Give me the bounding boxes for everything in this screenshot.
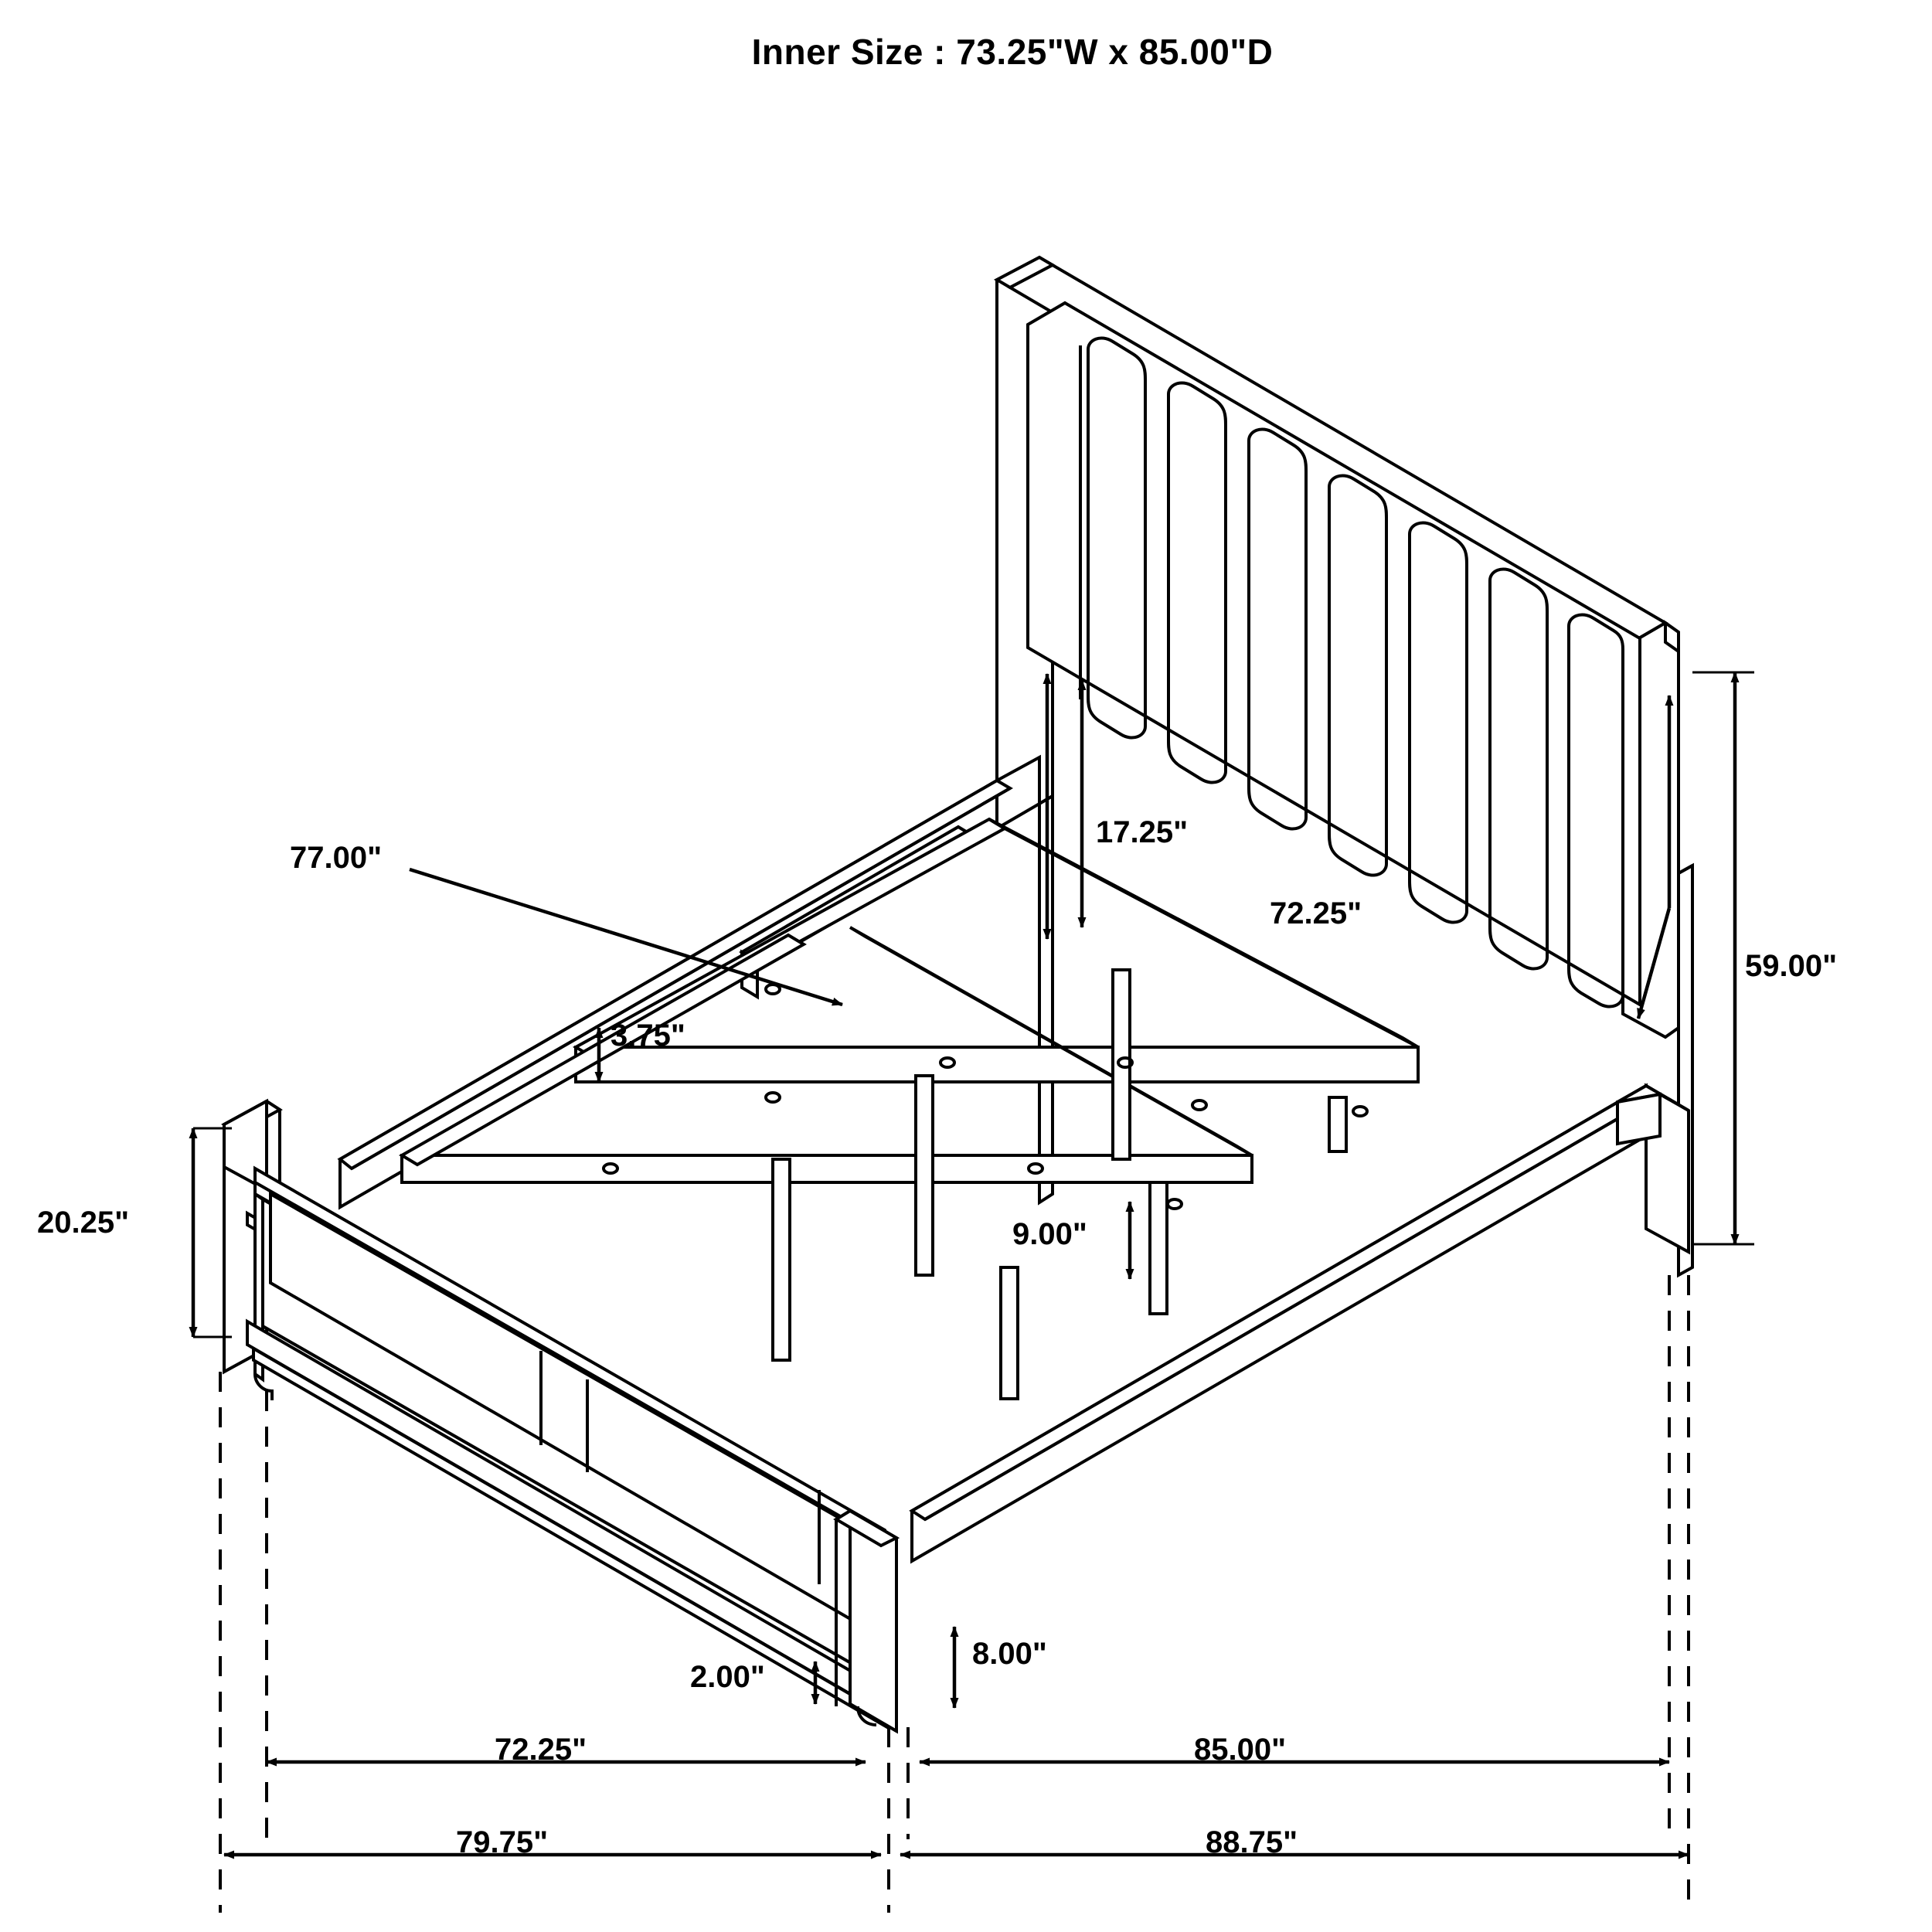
dimension-label-85-00: 85.00" xyxy=(1194,1733,1287,1767)
footboard xyxy=(224,1101,896,1731)
dimension-label-17-25: 17.25" xyxy=(1096,815,1189,849)
dimension-label-8-00: 8.00" xyxy=(972,1637,1047,1671)
page-title-text: Inner Size : 73.25"W x 85.00"D xyxy=(751,32,1274,72)
dimension-label-72-25-headboard: 72.25" xyxy=(1270,896,1362,930)
dimension-label-72-25-width: 72.25" xyxy=(495,1733,587,1767)
dimension-label-77: 77.00" xyxy=(290,841,383,875)
dimension-label-88-75: 88.75" xyxy=(1206,1825,1298,1859)
dimension-label-9-00: 9.00" xyxy=(1012,1217,1087,1251)
dimension-label-20-25: 20.25" xyxy=(37,1206,130,1240)
dimension-label-59-00: 59.00" xyxy=(1745,949,1838,983)
dimension-label-3-75: 3.75" xyxy=(611,1019,685,1053)
dimension-label-2-00: 2.00" xyxy=(690,1660,765,1694)
dimension-label-79-75: 79.75" xyxy=(456,1825,549,1859)
